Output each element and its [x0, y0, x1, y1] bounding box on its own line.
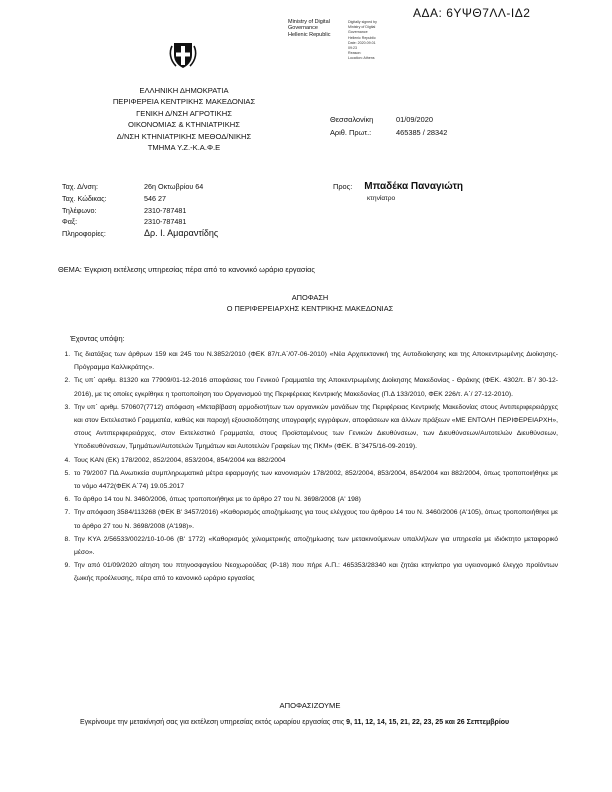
subject-line: ΘΕΜΑ: Έγκριση εκτέλεσης υπηρεσίας πέρα από το κανονικό ωράριο εργασίας: [58, 265, 315, 274]
contact-value: 26η Οκτωβρίου 64: [144, 182, 204, 191]
decision-text-body: Εγκρίνουμε την μετακίνησή σας για εκτέλεση υπηρεσίας εκτός ωραρίου εργασίας στις: [80, 719, 347, 726]
contact-label: Φαξ:: [62, 217, 78, 227]
approved-days: 9, 11, 12, 14, 15, 21, 22, 23, 25 και 26 Σεπτεμβρίου: [346, 719, 510, 726]
protocol-number: 465385 / 28342: [396, 128, 448, 137]
digital-signature-details: [348, 20, 377, 62]
contact-value: 2310-787481: [144, 205, 187, 215]
considerations-heading: Έχοντας υπόψη:: [70, 334, 125, 343]
signature-detail: Reason:: [348, 51, 362, 56]
list-item: 4. Τους ΚΑΝ (ΕΚ) 178/2002, 852/2004, 853/2004, 854/2004 και 882/2004: [72, 454, 558, 467]
list-item: 7. Την απόφαση 3584/113268 (ΦΕΚ Β' 3457/2016) «Καθορισμός αποζημίωσης για τους ελέγχους του άρθρου 14 του Ν. 3460/2006 (Α'105), όπως τροποποιήθηκε με το άρθρο 27 του Ν. 3698/2008 (Α'198)».: [72, 506, 558, 532]
digital-signature-block: [288, 19, 331, 38]
protocol-label: Αριθ. Πρωτ.:: [330, 128, 372, 137]
list-item: 9. Την από 01/09/2020 αίτηση του πτηνοσφαγείου Νεοχωρούδας (Ρ-18) που πήρε Α.Π.: 465353/28340 και ζητάει κτηνίατρο για υγειονομικό έλεγχο προϊόντων ζωικής προέλευσης, πέρα από το κανονικό ωράριο εργασίας: [72, 559, 558, 585]
signature-detail: Location: Athens: [348, 56, 375, 61]
recipient: [333, 181, 464, 202]
recipient-label: Προς:: [333, 182, 353, 191]
list-item: 1. Τις διατάξεις των άρθρων 159 και 245 του Ν.3852/2010 (ΦΕΚ 87/τ.Α΄/07-06-2010) «Νέα Αρχιτεκτονική της Αυτοδιοίκησης και της Αποκεντρωμένης Διοίκησης-Πρόγραμμα Καλλικράτης».: [72, 348, 558, 374]
hellenic-republic-coat-of-arms-icon: [168, 40, 198, 70]
list-item: 3. Την υπ΄ αριθμ. 570607(7712) απόφαση «Μεταβίβαση αρμοδιοτήτων των οργανικών μονάδων της Περιφέρειας Κεντρικής Μακεδονίας στους Αντιπεριφερειάρχες και στον Εκτελεστικό Γραμματέα, καθώς και παροχή εξουσιοδότησης υπογραφής εγγράφων, αποφάσεων και άλλων πράξεων «ΜΕ ΕΝΤΟΛΗ ΠΕΡΙΦΕΡΕΙΑΡΧΗ», στους Αντιπεριφερειάρχες, στον Εκτελεστικό Γραμματέα, στους Προϊσταμένους των Γενικών Διευθύνσεων, των Διευθύνσεων/Αυτοτελών Διευθύνσεων, Υποδιευθύνσεων, Τμημάτων/Αυτοτελών Τμημάτων και Αυτοτελών Γραφείων της ΠΚΜ» (ΦΕΚ. Β΄3475/16-09-2019).: [72, 401, 558, 454]
decision-authority: Ο ΠΕΡΙΦΕΡΕΙΑΡΧΗΣ ΚΕΝΤΡΙΚΗΣ ΜΑΚΕΔΟΝΙΑΣ: [226, 304, 394, 314]
contact-label: Τηλέφωνο:: [62, 205, 97, 215]
decision-text: [58, 716, 544, 730]
contact-details: [62, 181, 218, 240]
contact-value: 2310-787481: [144, 217, 187, 227]
signature-detail: Digitally signed by: [348, 20, 377, 24]
ada-number: ΑΔΑ: 6ΥΨΘ7ΛΛ-ΙΔ2: [413, 6, 531, 20]
authority-line: ΕΛΛΗΝΙΚΗ ΔΗΜΟΚΡΑΤΙΑ: [139, 86, 229, 95]
signature-line: Hellenic Republic: [288, 31, 331, 38]
authority-line: ΤΜΗΜΑ Υ.Ζ.-Κ.Α.Φ.Ε: [147, 143, 221, 153]
signature-detail: Governance: [348, 30, 368, 35]
considerations-list: [52, 348, 558, 586]
recipient-name: Μπαδέκα Παναγιώτη: [364, 181, 464, 192]
signature-detail: Hellenic Republic: [348, 35, 376, 40]
recipient-role: κτηνίατρο: [367, 195, 396, 202]
place-label: Θεσσαλονίκη: [330, 115, 374, 124]
contact-label: Ταχ. Κώδικας:: [62, 193, 107, 203]
document-date: 01/09/2020: [396, 115, 433, 124]
list-item: 6. Το άρθρο 14 του Ν. 3460/2006, όπως τροποποιήθηκε με το άρθρο 27 του Ν. 3698/2008 (Α' 198): [72, 493, 558, 506]
decide-heading: ΑΠΟΦΑΣΙΖΟΥΜΕ: [279, 701, 341, 710]
decision-heading: [60, 292, 560, 315]
contact-label: Ταχ. Δ/νση:: [62, 182, 98, 191]
authority-line: Δ/ΝΣΗ ΚΤΗΝΙΑΤΡΙΚΗΣ ΜΕΘΟΔ/ΝΙΚΗΣ: [116, 131, 252, 141]
signature-detail: 09:23: [348, 46, 357, 51]
list-item: 2. Τις υπ΄ αριθμ. 81320 και 77909/01-12-2016 αποφάσεις του Γενικού Γραμματέα της Αποκεντρωμένης Διοίκησης Μακεδονίας - Θράκης (ΦΕΚ. 4302/τ. Β΄/ 30-12-2016), με τις οποίες εγκρίθηκε η τροποποίηση του Οργανισμού της Περιφέρειας Κεντρικής Μακεδονίας (Π.Δ 133/2010, ΦΕΚ 226/τ. Α΄/ 27-12-2010).: [72, 374, 558, 400]
list-item: 8. Την ΚΥΑ 2/56533/0022/10-10-06 (Β' 1772) «Καθορισμός χιλιομετρικής αποζημίωσης των μετακινούμενων υπαλλήλων για υπηρεσία με ιδιόκτητο μεταφορικό μέσο».: [72, 533, 558, 559]
authority-line: ΟΙΚΟΝΟΜΙΑΣ & ΚΤΗΝΙΑΤΡΙΚΗΣ: [128, 120, 240, 130]
issuing-authority: [98, 85, 270, 153]
contact-label: Πληροφορίες:: [62, 229, 106, 239]
list-item: 5. το 79/2007 ΠΔ Ανωτικεία συμπληρωματικά μέτρα εφαρμογής των κανονισμών 178/2002, 852/2004, 853/2004, 854/2004 και 882/2004, όπως τροποποιήθηκε με το νόμο 4472(ΦΕΚ Α΄74) 19.05.2017: [72, 467, 558, 493]
signature-line: Governance: [288, 25, 318, 32]
authority-line: ΠΕΡΙΦΕΡΕΙΑ ΚΕΝΤΡΙΚΗΣ ΜΑΚΕΔΟΝΙΑΣ: [112, 97, 256, 107]
authority-line: ΓΕΝΙΚΗ Δ/ΝΣΗ ΑΓΡΟΤΙΚΗΣ: [136, 108, 232, 118]
contact-value: Δρ. Ι. Αμαραντίδης: [144, 228, 219, 239]
signature-line: Ministry of Digital: [288, 19, 330, 25]
contact-value: 546 27: [144, 193, 166, 203]
signature-detail: Date: 2020.09.01: [348, 40, 376, 45]
signature-detail: Ministry of Digital: [348, 25, 376, 30]
date-protocol-box: [330, 113, 447, 139]
decision-title: ΑΠΟΦΑΣΗ: [291, 293, 329, 302]
